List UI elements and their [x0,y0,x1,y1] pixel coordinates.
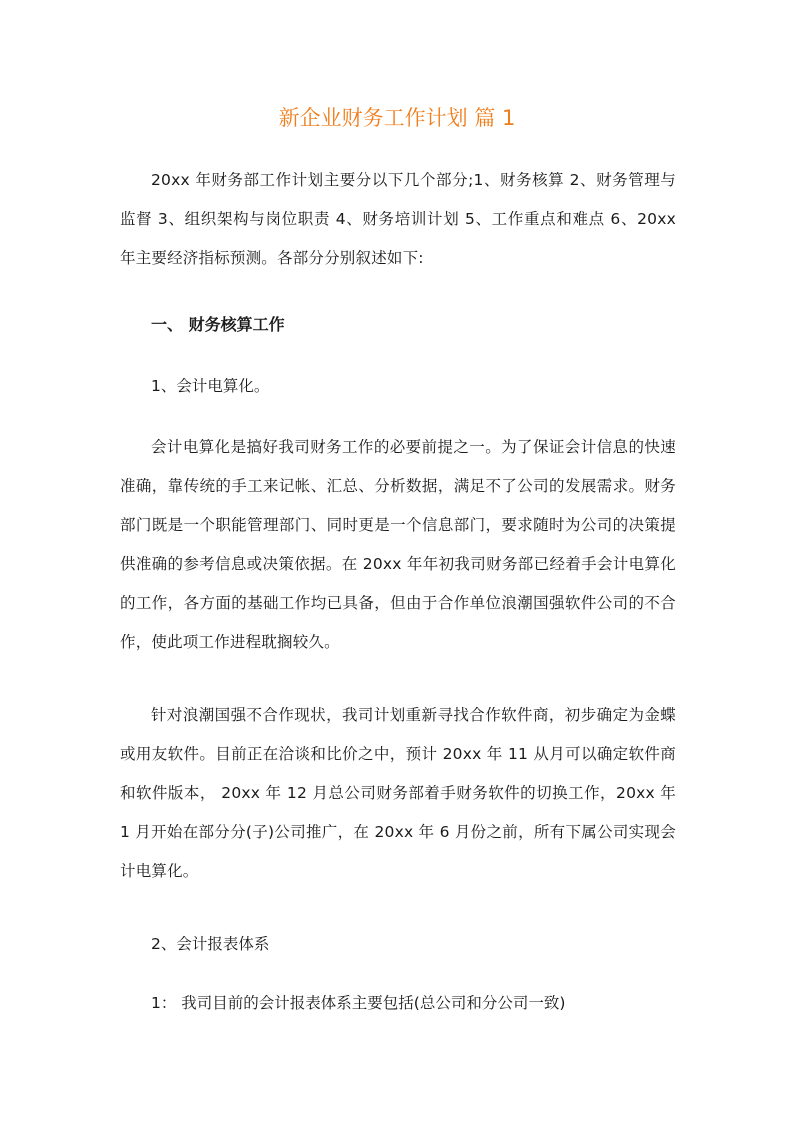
document-title: 新企业财务工作计划 篇 1 [278,106,516,130]
report-system-item-1: 1： 我司目前的会计报表体系主要包括(总公司和分公司一致) [151,994,566,1012]
section-heading-financial-accounting: 一、 财务核算工作 [151,315,285,334]
paragraph-computerized-accounting: 会计电算化是搞好我司财务工作的必要前提之一。为了保证会计信息的快速准确，靠传统的手工来记帐、汇总、分析数据，满足不了公司的发展需求。财务部门既是一个职能管理部门、同时更是一个信息部门，要求随时为公司的决策提供准确的参考信息或决策依据。在 20xx 年年初我司财务部已经着手会计电算化的工作，各方面的基础工作均已具备，但由于合作单位浪潮国强软件公司的不合作，使此项工作进程耽搁较久。 [120,438,676,651]
subsection-heading-report-system: 2、会计报表体系 [151,935,270,953]
intro-paragraph: 20xx 年财务部工作计划主要分以下几个部分;1、财务核算 2、财务管理与监督 3、组织架构与岗位职责 4、财务培训计划 5、工作重点和难点 6、20xx 年主要经济指标预测。各部分分别叙述如下: [120,171,676,267]
paragraph-software-plan: 针对浪潮国强不合作现状，我司计划重新寻找合作软件商，初步确定为金蝶或用友软件。目前正在洽谈和比价之中，预计 20xx 年 11 从月可以确定软件商和软件版本， 20xx 年 12 月总公司财务部着手财务软件的切换工作，20xx 年 1 月开始在部分分(子)公司推广，在 20xx 年 6 月份之前，所有下属公司实现会计电算化。 [120,706,676,880]
subsection-heading-computerized-accounting: 1、会计电算化。 [151,377,270,395]
